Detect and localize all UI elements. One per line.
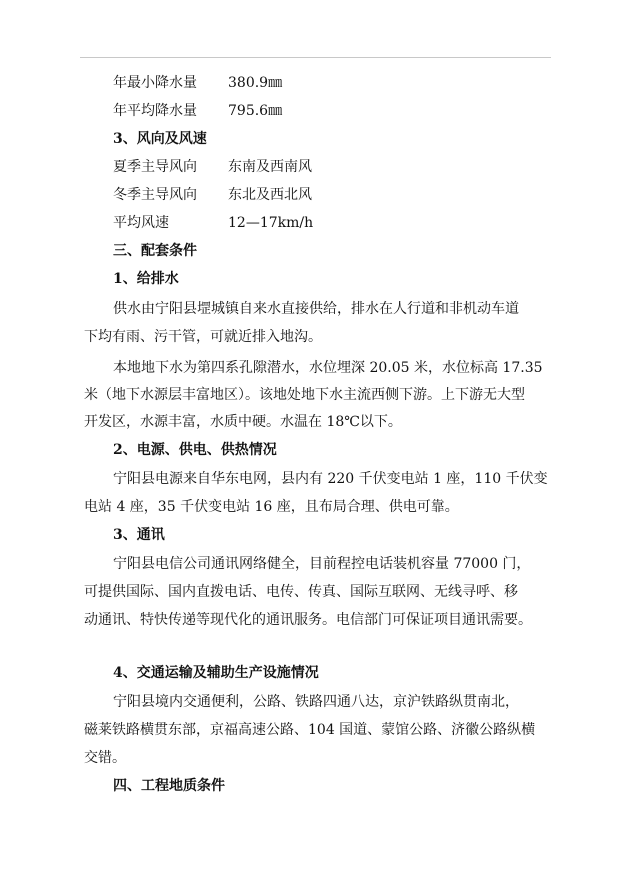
subsection-heading: 1、给排水 — [113, 271, 179, 287]
kv-value: 380.9㎜ — [228, 75, 283, 91]
paragraph-line: 交错。 — [84, 750, 126, 766]
kv-value: 东北及西北风 — [228, 187, 312, 203]
paragraph-line: 电站 4 座，35 千伏变电站 16 座，且布局合理、供电可靠。 — [84, 499, 459, 515]
paragraph-line: 供水由宁阳县堽城镇自来水直接供给，排水在人行道和非机动车道 — [113, 301, 519, 317]
paragraph-line: 宁阳县电源来自华东电网，县内有 220 千伏变电站 1 座，110 千伏变 — [113, 471, 548, 487]
paragraph-line: 本地地下水为第四系孔隙潜水，水位埋深 20.05 米，水位标高 17.35 — [113, 360, 543, 376]
paragraph-line: 可提供国际、国内直拨电话、电传、传真、国际互联网、无线寻呼、移 — [84, 584, 518, 600]
subsection-heading: 4、交通运输及辅助生产设施情况 — [113, 665, 319, 681]
section-title: 三、配套条件 — [113, 243, 197, 259]
kv-value: 795.6㎜ — [228, 103, 283, 119]
paragraph-line: 开发区，水源丰富，水质中硬。水温在 18℃以下。 — [84, 414, 402, 430]
paragraph-line: 米（地下水源层丰富地区）。该地处地下水主流西侧下游。上下游无大型 — [84, 387, 525, 403]
wind-heading: 3、风向及风速 — [113, 131, 207, 147]
kv-label: 冬季主导风向 — [113, 187, 197, 203]
kv-label: 年平均降水量 — [113, 103, 197, 119]
section-title: 四、工程地质条件 — [113, 778, 225, 794]
kv-value: 12—17km/h — [228, 215, 314, 231]
header-rule — [80, 57, 551, 58]
subsection-heading: 2、电源、供电、供热情况 — [113, 442, 277, 458]
paragraph-line: 磁莱铁路横贯东部，京福高速公路、104 国道、蒙馆公路、济徽公路纵横 — [84, 722, 536, 738]
kv-label: 平均风速 — [113, 215, 169, 231]
paragraph-line: 宁阳县电信公司通讯网络健全，目前程控电话装机容量 77000 门， — [113, 556, 531, 572]
kv-value: 东南及西南风 — [228, 159, 312, 175]
kv-label: 年最小降水量 — [113, 75, 197, 91]
paragraph-line: 宁阳县境内交通便利，公路、铁路四通八达，京沪铁路纵贯南北， — [113, 694, 519, 710]
kv-label: 夏季主导风向 — [113, 159, 197, 175]
subsection-heading: 3、通讯 — [113, 527, 165, 543]
paragraph-line: 动通讯、特快传递等现代化的通讯服务。电信部门可保证项目通讯需要。 — [84, 612, 532, 628]
paragraph-line: 下均有雨、污干管，可就近排入地沟。 — [84, 329, 322, 345]
